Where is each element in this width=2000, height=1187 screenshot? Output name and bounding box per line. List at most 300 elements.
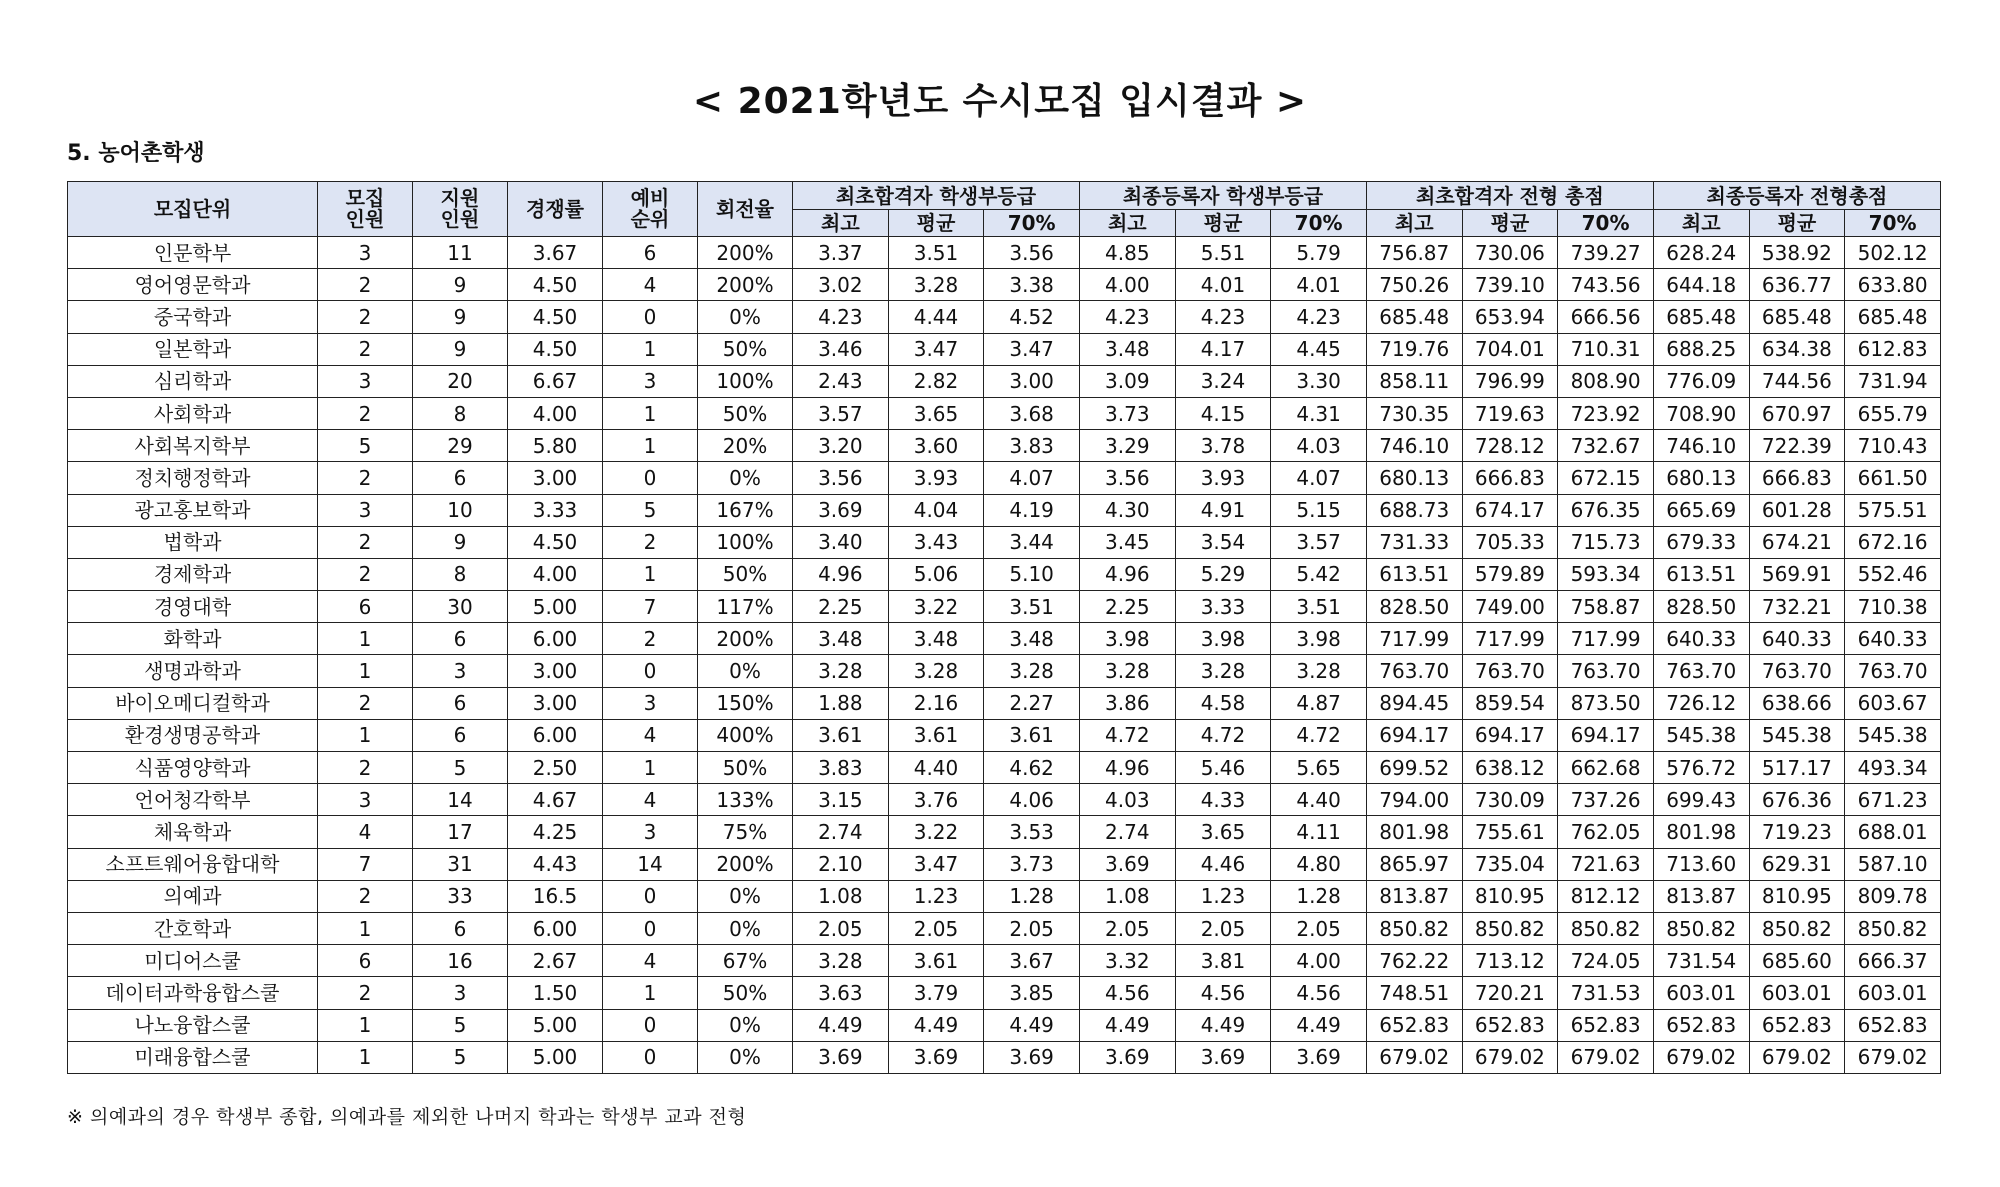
cell-unit: 심리학과 [68,365,318,397]
cell-first-total-max: 813.87 [1366,880,1462,912]
cell-final-grade-p70: 5.79 [1271,237,1367,269]
cell-first-grade-p70: 4.07 [984,462,1080,494]
cell-final-total-max: 644.18 [1653,269,1749,301]
cell-first-grade-p70: 3.51 [984,591,1080,623]
cell-first-grade-avg: 2.16 [888,687,984,719]
cell-waitlist: 2 [603,526,698,558]
cell-rotation: 200% [698,269,793,301]
cell-first-total-p70: 762.05 [1558,816,1654,848]
cell-final-grade-avg: 4.91 [1175,494,1271,526]
cell-final-grade-p70: 4.31 [1271,397,1367,429]
cell-unit: 정치행정학과 [68,462,318,494]
cell-rotation: 200% [698,848,793,880]
cell-first-total-avg: 749.00 [1462,591,1558,623]
cell-waitlist: 0 [603,912,698,944]
table-row [68,945,1941,977]
cell-first-total-max: 828.50 [1366,591,1462,623]
cell-waitlist: 1 [603,752,698,784]
cell-ratio: 5.00 [508,1009,603,1041]
cell-final-total-max: 699.43 [1653,784,1749,816]
cell-unit: 중국학과 [68,301,318,333]
cell-final-total-avg: 676.36 [1749,784,1845,816]
cell-final-total-avg: 601.28 [1749,494,1845,526]
cell-final-grade-max: 3.32 [1079,945,1175,977]
cell-recruit: 2 [318,397,413,429]
cell-final-total-max: 813.87 [1653,880,1749,912]
cell-final-grade-max: 3.28 [1079,655,1175,687]
table-row [68,977,1941,1009]
cell-first-total-p70: 721.63 [1558,848,1654,880]
cell-first-total-max: 794.00 [1366,784,1462,816]
header-ratio: 경쟁률 [508,182,603,237]
cell-final-grade-avg: 5.46 [1175,752,1271,784]
subheader-first-total-max: 최고 [1366,210,1462,237]
cell-unit: 영어영문학과 [68,269,318,301]
cell-final-grade-max: 3.48 [1079,333,1175,365]
cell-first-grade-max: 2.25 [793,591,889,623]
cell-final-grade-avg: 3.24 [1175,365,1271,397]
cell-waitlist: 0 [603,1009,698,1041]
cell-final-grade-avg: 3.81 [1175,945,1271,977]
table-row [68,623,1941,655]
subheader-final-total-avg: 평균 [1749,210,1845,237]
cell-final-total-p70: 652.83 [1845,1009,1941,1041]
cell-first-total-avg: 739.10 [1462,269,1558,301]
cell-first-grade-max: 4.96 [793,558,889,590]
header-rotation: 회전율 [698,182,793,237]
cell-first-total-max: 894.45 [1366,687,1462,719]
cell-ratio: 4.00 [508,397,603,429]
table-row [68,430,1941,462]
cell-final-grade-max: 3.56 [1079,462,1175,494]
cell-applicants: 17 [413,816,508,848]
cell-recruit: 6 [318,591,413,623]
cell-rotation: 75% [698,816,793,848]
cell-final-grade-max: 4.72 [1079,719,1175,751]
cell-final-grade-avg: 4.23 [1175,301,1271,333]
cell-final-total-max: 603.01 [1653,977,1749,1009]
cell-waitlist: 5 [603,494,698,526]
cell-final-total-avg: 666.83 [1749,462,1845,494]
cell-first-total-avg: 859.54 [1462,687,1558,719]
table-row [68,462,1941,494]
cell-first-grade-p70: 3.67 [984,945,1080,977]
cell-first-total-p70: 732.67 [1558,430,1654,462]
cell-applicants: 33 [413,880,508,912]
cell-first-total-avg: 652.83 [1462,1009,1558,1041]
cell-rotation: 0% [698,462,793,494]
cell-final-grade-max: 2.05 [1079,912,1175,944]
cell-unit: 바이오메디컬학과 [68,687,318,719]
cell-applicants: 20 [413,365,508,397]
cell-final-total-p70: 710.38 [1845,591,1941,623]
cell-recruit: 1 [318,912,413,944]
cell-final-total-p70: 679.02 [1845,1041,1941,1073]
cell-final-total-avg: 629.31 [1749,848,1845,880]
cell-rotation: 50% [698,397,793,429]
cell-ratio: 4.50 [508,301,603,333]
cell-rotation: 20% [698,430,793,462]
header-group-final-total: 최종등록자 전형총점 [1653,182,1940,210]
cell-first-grade-p70: 2.27 [984,687,1080,719]
cell-unit: 광고홍보학과 [68,494,318,526]
cell-first-grade-avg: 3.47 [888,848,984,880]
cell-first-grade-max: 3.46 [793,333,889,365]
cell-recruit: 2 [318,462,413,494]
cell-ratio: 4.50 [508,333,603,365]
table-row [68,1009,1941,1041]
cell-final-grade-max: 4.23 [1079,301,1175,333]
cell-first-grade-max: 2.74 [793,816,889,848]
cell-first-total-p70: 758.87 [1558,591,1654,623]
cell-final-total-p70: 587.10 [1845,848,1941,880]
cell-first-total-p70: 739.27 [1558,237,1654,269]
cell-first-grade-max: 1.88 [793,687,889,719]
cell-waitlist: 4 [603,269,698,301]
cell-first-grade-max: 3.63 [793,977,889,1009]
cell-ratio: 4.00 [508,558,603,590]
cell-first-total-max: 763.70 [1366,655,1462,687]
cell-recruit: 2 [318,301,413,333]
header-group-first-total: 최초합격자 전형 총점 [1366,182,1653,210]
cell-final-total-p70: 809.78 [1845,880,1941,912]
cell-rotation: 50% [698,558,793,590]
cell-first-grade-avg: 3.93 [888,462,984,494]
cell-first-grade-p70: 1.28 [984,880,1080,912]
cell-final-total-max: 688.25 [1653,333,1749,365]
cell-first-grade-p70: 3.47 [984,333,1080,365]
cell-final-grade-max: 3.09 [1079,365,1175,397]
cell-first-total-max: 694.17 [1366,719,1462,751]
cell-final-total-max: 576.72 [1653,752,1749,784]
cell-final-total-avg: 517.17 [1749,752,1845,784]
cell-first-total-p70: 724.05 [1558,945,1654,977]
cell-rotation: 200% [698,623,793,655]
cell-first-grade-max: 3.69 [793,1041,889,1073]
cell-final-grade-avg: 3.69 [1175,1041,1271,1073]
cell-final-total-p70: 850.82 [1845,912,1941,944]
cell-final-total-p70: 603.01 [1845,977,1941,1009]
cell-unit: 소프트웨어융합대학 [68,848,318,880]
cell-final-total-max: 776.09 [1653,365,1749,397]
cell-final-total-avg: 638.66 [1749,687,1845,719]
cell-first-total-avg: 720.21 [1462,977,1558,1009]
cell-waitlist: 7 [603,591,698,623]
cell-applicants: 11 [413,237,508,269]
cell-unit: 환경생명공학과 [68,719,318,751]
cell-final-total-max: 628.24 [1653,237,1749,269]
cell-final-grade-max: 3.69 [1079,848,1175,880]
cell-first-total-avg: 694.17 [1462,719,1558,751]
cell-first-total-avg: 713.12 [1462,945,1558,977]
cell-unit: 일본학과 [68,333,318,365]
cell-unit: 경제학과 [68,558,318,590]
cell-first-grade-max: 3.56 [793,462,889,494]
cell-first-grade-p70: 4.06 [984,784,1080,816]
cell-recruit: 1 [318,1041,413,1073]
cell-waitlist: 1 [603,397,698,429]
cell-applicants: 9 [413,269,508,301]
cell-waitlist: 3 [603,365,698,397]
cell-final-grade-max: 4.56 [1079,977,1175,1009]
table-header [68,182,1941,237]
cell-final-grade-max: 3.69 [1079,1041,1175,1073]
cell-final-total-avg: 679.02 [1749,1041,1845,1073]
cell-final-total-avg: 732.21 [1749,591,1845,623]
cell-final-grade-p70: 4.80 [1271,848,1367,880]
cell-recruit: 6 [318,945,413,977]
table-row [68,269,1941,301]
cell-rotation: 67% [698,945,793,977]
cell-rotation: 200% [698,237,793,269]
cell-final-grade-avg: 4.72 [1175,719,1271,751]
cell-final-total-avg: 538.92 [1749,237,1845,269]
cell-final-grade-p70: 4.56 [1271,977,1367,1009]
cell-rotation: 133% [698,784,793,816]
cell-first-total-p70: 812.12 [1558,880,1654,912]
cell-first-total-max: 748.51 [1366,977,1462,1009]
cell-final-total-avg: 634.38 [1749,333,1845,365]
cell-recruit: 1 [318,719,413,751]
cell-final-total-p70: 671.23 [1845,784,1941,816]
cell-applicants: 30 [413,591,508,623]
cell-first-total-p70: 743.56 [1558,269,1654,301]
cell-applicants: 5 [413,752,508,784]
cell-first-grade-avg: 3.60 [888,430,984,462]
cell-final-total-avg: 545.38 [1749,719,1845,751]
cell-final-total-p70: 603.67 [1845,687,1941,719]
cell-first-grade-avg: 3.79 [888,977,984,1009]
cell-final-total-max: 746.10 [1653,430,1749,462]
cell-unit: 미디어스쿨 [68,945,318,977]
cell-ratio: 2.50 [508,752,603,784]
cell-recruit: 1 [318,623,413,655]
cell-first-grade-avg: 3.22 [888,591,984,623]
subheader-final-grade-max: 최고 [1079,210,1175,237]
cell-applicants: 5 [413,1041,508,1073]
cell-first-total-avg: 705.33 [1462,526,1558,558]
cell-final-total-avg: 763.70 [1749,655,1845,687]
cell-final-total-p70: 672.16 [1845,526,1941,558]
cell-ratio: 5.00 [508,1041,603,1073]
cell-final-total-p70: 661.50 [1845,462,1941,494]
cell-first-total-p70: 662.68 [1558,752,1654,784]
cell-applicants: 9 [413,526,508,558]
cell-recruit: 3 [318,494,413,526]
cell-final-grade-max: 3.98 [1079,623,1175,655]
cell-ratio: 4.25 [508,816,603,848]
cell-first-grade-max: 3.48 [793,623,889,655]
cell-first-total-p70: 694.17 [1558,719,1654,751]
cell-first-grade-p70: 4.19 [984,494,1080,526]
cell-recruit: 4 [318,816,413,848]
cell-first-total-p70: 873.50 [1558,687,1654,719]
cell-final-grade-max: 3.29 [1079,430,1175,462]
table-row [68,301,1941,333]
cell-first-grade-max: 3.02 [793,269,889,301]
cell-unit: 나노융합스쿨 [68,1009,318,1041]
cell-first-total-p70: 676.35 [1558,494,1654,526]
cell-first-grade-p70: 3.28 [984,655,1080,687]
cell-recruit: 3 [318,237,413,269]
cell-final-grade-avg: 3.78 [1175,430,1271,462]
cell-first-total-p70: 808.90 [1558,365,1654,397]
cell-first-grade-avg: 3.47 [888,333,984,365]
cell-first-grade-p70: 3.44 [984,526,1080,558]
cell-first-grade-p70: 3.85 [984,977,1080,1009]
cell-final-grade-p70: 4.87 [1271,687,1367,719]
cell-applicants: 8 [413,397,508,429]
cell-unit: 사회복지학부 [68,430,318,462]
cell-final-total-p70: 575.51 [1845,494,1941,526]
cell-first-total-p70: 710.31 [1558,333,1654,365]
cell-first-grade-avg: 3.43 [888,526,984,558]
cell-recruit: 2 [318,880,413,912]
cell-recruit: 3 [318,365,413,397]
cell-rotation: 400% [698,719,793,751]
page-title: < 2021학년도 수시모집 입시결과 > [692,81,1308,122]
cell-final-total-p70: 640.33 [1845,623,1941,655]
cell-first-grade-avg: 3.61 [888,719,984,751]
cell-ratio: 4.50 [508,269,603,301]
cell-final-grade-p70: 1.28 [1271,880,1367,912]
cell-final-grade-avg: 3.33 [1175,591,1271,623]
cell-first-grade-max: 3.69 [793,494,889,526]
subheader-final-grade-avg: 평균 [1175,210,1271,237]
cell-final-total-max: 665.69 [1653,494,1749,526]
cell-final-total-avg: 674.21 [1749,526,1845,558]
subheader-first-grade-avg: 평균 [888,210,984,237]
header-recruit: 모집 인원 [318,182,413,237]
table-row [68,752,1941,784]
cell-final-total-max: 731.54 [1653,945,1749,977]
cell-rotation: 100% [698,365,793,397]
cell-first-total-avg: 704.01 [1462,333,1558,365]
cell-final-grade-max: 4.30 [1079,494,1175,526]
cell-ratio: 1.50 [508,977,603,1009]
cell-final-total-max: 652.83 [1653,1009,1749,1041]
table-row [68,365,1941,397]
cell-final-grade-p70: 4.03 [1271,430,1367,462]
cell-first-total-avg: 679.02 [1462,1041,1558,1073]
cell-final-total-avg: 744.56 [1749,365,1845,397]
cell-rotation: 50% [698,977,793,1009]
cell-unit: 데이터과학융합스쿨 [68,977,318,1009]
cell-applicants: 5 [413,1009,508,1041]
cell-final-total-avg: 722.39 [1749,430,1845,462]
cell-first-grade-p70: 4.49 [984,1009,1080,1041]
cell-rotation: 117% [698,591,793,623]
cell-recruit: 3 [318,784,413,816]
cell-ratio: 4.43 [508,848,603,880]
cell-final-grade-avg: 4.01 [1175,269,1271,301]
cell-ratio: 3.00 [508,655,603,687]
cell-final-total-p70: 633.80 [1845,269,1941,301]
cell-final-total-max: 685.48 [1653,301,1749,333]
table-row [68,880,1941,912]
cell-waitlist: 1 [603,430,698,462]
cell-first-total-max: 865.97 [1366,848,1462,880]
table-row [68,558,1941,590]
cell-final-grade-max: 3.86 [1079,687,1175,719]
subheader-first-grade-max: 최고 [793,210,889,237]
cell-first-total-max: 756.87 [1366,237,1462,269]
cell-waitlist: 2 [603,623,698,655]
cell-waitlist: 0 [603,1041,698,1073]
cell-final-grade-max: 2.25 [1079,591,1175,623]
cell-first-total-avg: 796.99 [1462,365,1558,397]
cell-final-total-p70: 493.34 [1845,752,1941,784]
cell-rotation: 100% [698,526,793,558]
cell-applicants: 29 [413,430,508,462]
cell-final-total-avg: 850.82 [1749,912,1845,944]
cell-final-grade-p70: 3.69 [1271,1041,1367,1073]
table-body [68,237,1941,1074]
cell-ratio: 2.67 [508,945,603,977]
cell-first-grade-p70: 3.53 [984,816,1080,848]
cell-applicants: 6 [413,719,508,751]
cell-ratio: 4.67 [508,784,603,816]
cell-final-grade-p70: 4.01 [1271,269,1367,301]
cell-applicants: 16 [413,945,508,977]
cell-final-grade-avg: 4.15 [1175,397,1271,429]
cell-first-total-max: 801.98 [1366,816,1462,848]
cell-final-total-max: 708.90 [1653,397,1749,429]
cell-first-total-avg: 638.12 [1462,752,1558,784]
cell-first-total-avg: 730.06 [1462,237,1558,269]
table-row [68,591,1941,623]
cell-applicants: 6 [413,912,508,944]
cell-final-grade-avg: 1.23 [1175,880,1271,912]
cell-first-total-max: 762.22 [1366,945,1462,977]
cell-first-total-avg: 763.70 [1462,655,1558,687]
cell-applicants: 31 [413,848,508,880]
cell-final-grade-avg: 2.05 [1175,912,1271,944]
cell-first-grade-p70: 3.69 [984,1041,1080,1073]
table-row [68,494,1941,526]
cell-final-grade-p70: 4.49 [1271,1009,1367,1041]
cell-first-total-avg: 735.04 [1462,848,1558,880]
cell-final-grade-max: 2.74 [1079,816,1175,848]
cell-first-total-avg: 653.94 [1462,301,1558,333]
cell-first-grade-avg: 4.40 [888,752,984,784]
cell-final-grade-avg: 3.98 [1175,623,1271,655]
cell-first-total-max: 717.99 [1366,623,1462,655]
table-row [68,655,1941,687]
cell-recruit: 2 [318,558,413,590]
cell-rotation: 50% [698,752,793,784]
cell-waitlist: 0 [603,301,698,333]
table-row [68,1041,1941,1073]
section-title: 5. 농어촌학생 [67,141,205,166]
cell-first-total-avg: 579.89 [1462,558,1558,590]
cell-unit: 식품영양학과 [68,752,318,784]
cell-final-grade-max: 4.96 [1079,558,1175,590]
cell-first-total-p70: 850.82 [1558,912,1654,944]
cell-unit: 인문학부 [68,237,318,269]
cell-final-grade-p70: 5.15 [1271,494,1367,526]
cell-final-total-max: 640.33 [1653,623,1749,655]
cell-first-grade-avg: 4.49 [888,1009,984,1041]
cell-final-total-max: 679.33 [1653,526,1749,558]
cell-final-grade-p70: 4.07 [1271,462,1367,494]
subheader-first-total-p70: 70% [1558,210,1654,237]
cell-waitlist: 4 [603,719,698,751]
cell-final-grade-max: 4.85 [1079,237,1175,269]
cell-waitlist: 0 [603,655,698,687]
cell-ratio: 16.5 [508,880,603,912]
cell-first-total-p70: 763.70 [1558,655,1654,687]
